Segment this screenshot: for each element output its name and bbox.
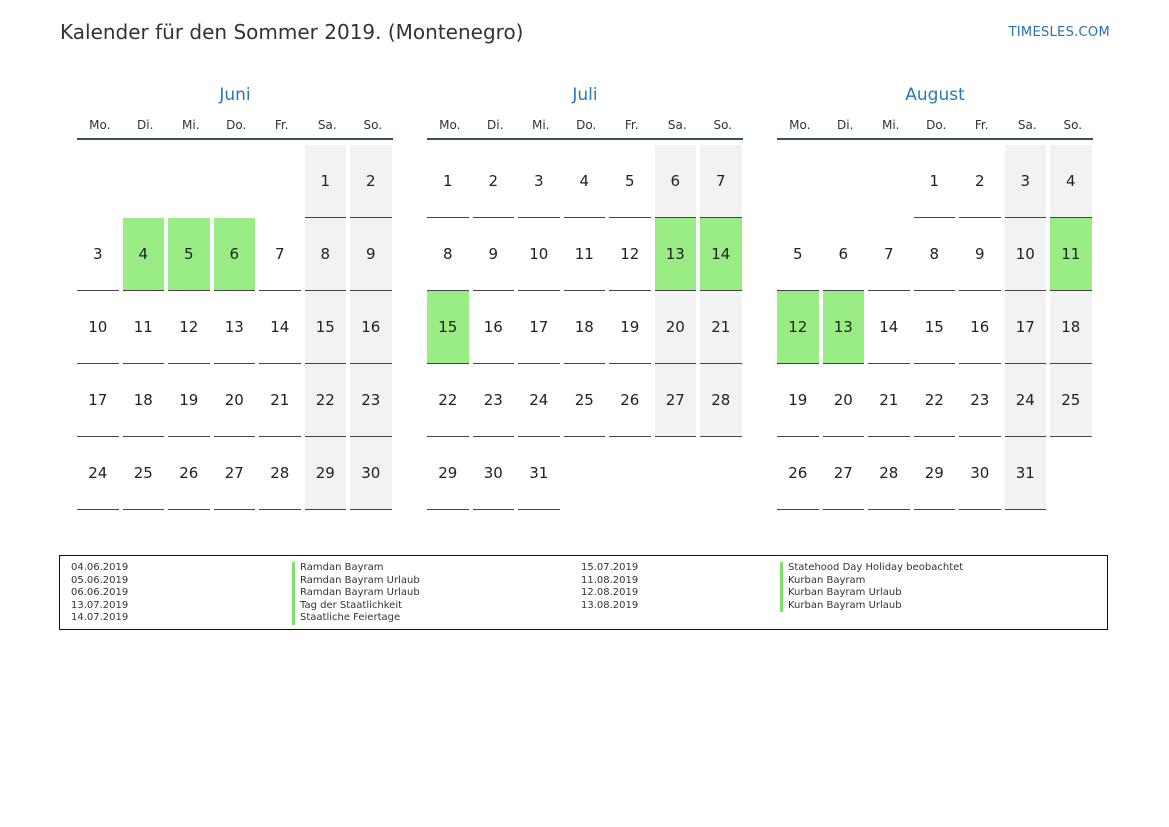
day-number: 31	[518, 437, 560, 510]
day-number: 26	[777, 437, 819, 510]
weekday-label: Mi.	[881, 118, 900, 132]
day-cell	[473, 291, 519, 364]
day-cell	[823, 437, 869, 510]
weekday-label: Di.	[487, 118, 504, 132]
weekday-label: Fr.	[624, 118, 639, 132]
day-number: 3	[77, 218, 119, 291]
day-number: 23	[473, 364, 515, 437]
day-number: 14	[700, 218, 742, 291]
day-number: 29	[914, 437, 956, 510]
empty-day-cell	[868, 145, 914, 218]
holiday-day-cell	[427, 291, 473, 364]
month-august	[777, 82, 1093, 510]
day-number: 25	[564, 364, 606, 437]
day-number: 6	[823, 218, 865, 291]
day-cell	[259, 437, 305, 510]
weekday-label: Mo.	[789, 118, 811, 132]
weekday-label: So.	[363, 118, 383, 132]
day-number: 1	[305, 145, 347, 218]
day-number: 15	[427, 291, 469, 364]
day-number: 20	[655, 291, 697, 364]
legend-date: 11.08.2019	[581, 574, 639, 586]
day-number	[823, 145, 865, 218]
day-number: 11	[564, 218, 606, 291]
day-number: 4	[123, 218, 165, 291]
day-number: 1	[914, 145, 956, 218]
day-cell	[473, 145, 519, 218]
day-cell	[868, 364, 914, 437]
empty-day-cell	[168, 145, 214, 218]
day-cell	[1005, 218, 1051, 291]
day-number	[168, 145, 210, 218]
day-number: 25	[1050, 364, 1092, 437]
day-number: 15	[914, 291, 956, 364]
weekday-label: Sa.	[317, 118, 337, 132]
day-cell	[305, 218, 351, 291]
weekday-label: Do.	[576, 118, 597, 132]
legend-holiday-name: Tag der Staatlichkeit	[292, 600, 420, 613]
day-number: 29	[427, 437, 469, 510]
weekday-label: Fr.	[974, 118, 989, 132]
day-number: 9	[959, 218, 1001, 291]
holiday-day-cell	[168, 218, 214, 291]
day-cell	[1050, 145, 1096, 218]
holiday-legend	[59, 555, 1108, 630]
weekday-header	[77, 112, 393, 140]
day-number: 8	[305, 218, 347, 291]
day-number: 12	[777, 291, 819, 364]
day-number: 18	[564, 291, 606, 364]
day-number: 28	[868, 437, 910, 510]
day-cell	[868, 218, 914, 291]
legend-holiday-name: Ramdan Bayram Urlaub	[292, 587, 420, 600]
day-cell	[518, 291, 564, 364]
weekday-header	[427, 112, 743, 140]
day-cell	[259, 364, 305, 437]
day-cell	[518, 218, 564, 291]
day-cell	[959, 291, 1005, 364]
day-cell	[655, 145, 701, 218]
weekday-label: Fr.	[274, 118, 289, 132]
weekday-label: Mo.	[439, 118, 461, 132]
day-number: 2	[350, 145, 392, 218]
day-cell	[564, 218, 610, 291]
legend-holiday-name: Kurban Bayram Urlaub	[780, 587, 963, 600]
day-cell	[427, 364, 473, 437]
empty-day-cell	[777, 145, 823, 218]
day-cell	[655, 291, 701, 364]
day-cell	[168, 437, 214, 510]
day-cell	[914, 218, 960, 291]
day-number: 12	[609, 218, 651, 291]
legend-holiday-name: Ramdan Bayram	[292, 562, 420, 575]
day-cell	[123, 437, 169, 510]
day-cell	[473, 364, 519, 437]
day-number: 7	[259, 218, 301, 291]
legend-holiday-name: Statehood Day Holiday beobachtet	[780, 562, 963, 575]
day-number: 27	[655, 364, 697, 437]
day-cell	[123, 364, 169, 437]
day-number: 26	[609, 364, 651, 437]
empty-day-cell	[77, 145, 123, 218]
day-number: 22	[427, 364, 469, 437]
day-number: 14	[868, 291, 910, 364]
day-cell	[305, 364, 351, 437]
day-number: 10	[518, 218, 560, 291]
day-number: 22	[914, 364, 956, 437]
month-july	[427, 82, 743, 510]
day-cell	[518, 145, 564, 218]
month-title: Juni	[219, 85, 251, 105]
day-cell	[959, 364, 1005, 437]
day-cell	[427, 437, 473, 510]
day-number: 30	[350, 437, 392, 510]
day-number: 16	[473, 291, 515, 364]
weekday-label: Mo.	[89, 118, 111, 132]
legend-date: 15.07.2019	[581, 562, 639, 573]
day-number: 12	[168, 291, 210, 364]
day-cell	[959, 218, 1005, 291]
day-number: 21	[700, 291, 742, 364]
day-cell	[609, 218, 655, 291]
empty-day-cell	[123, 145, 169, 218]
day-number: 21	[868, 364, 910, 437]
day-cell	[305, 437, 351, 510]
day-cell	[700, 364, 746, 437]
legend-holiday-name: Kurban Bayram Urlaub	[780, 600, 963, 613]
weekday-label: Sa.	[1017, 118, 1037, 132]
holiday-day-cell	[777, 291, 823, 364]
holiday-day-cell	[655, 218, 701, 291]
day-number: 20	[214, 364, 256, 437]
weekday-label: So.	[1063, 118, 1083, 132]
holiday-day-cell	[123, 218, 169, 291]
day-number: 26	[168, 437, 210, 510]
day-cell	[700, 291, 746, 364]
legend-date: 12.08.2019	[581, 587, 639, 598]
legend-names-right	[780, 562, 963, 612]
day-cell	[609, 145, 655, 218]
month-june	[77, 82, 393, 510]
day-number: 11	[1050, 218, 1092, 291]
day-cell	[609, 364, 655, 437]
day-number: 30	[959, 437, 1001, 510]
day-number: 4	[564, 145, 606, 218]
day-grid	[77, 145, 393, 510]
day-cell	[609, 291, 655, 364]
weekday-label: Di.	[137, 118, 154, 132]
day-number: 4	[1050, 145, 1092, 218]
day-number: 2	[473, 145, 515, 218]
day-cell	[655, 364, 701, 437]
day-cell	[914, 437, 960, 510]
day-number: 17	[518, 291, 560, 364]
day-number: 14	[259, 291, 301, 364]
day-cell	[823, 364, 869, 437]
day-cell	[350, 218, 396, 291]
day-number: 28	[259, 437, 301, 510]
day-number: 6	[655, 145, 697, 218]
day-cell	[1050, 291, 1096, 364]
day-cell	[959, 145, 1005, 218]
day-number: 23	[959, 364, 1001, 437]
day-number: 27	[214, 437, 256, 510]
day-number: 8	[427, 218, 469, 291]
day-number: 1	[427, 145, 469, 218]
day-number: 5	[777, 218, 819, 291]
legend-date: 13.07.2019	[71, 599, 129, 611]
day-number	[77, 145, 119, 218]
empty-day-cell	[564, 437, 610, 510]
day-cell	[564, 291, 610, 364]
legend-date: 04.06.2019	[71, 562, 129, 573]
day-number	[214, 145, 256, 218]
day-cell	[700, 145, 746, 218]
empty-day-cell	[214, 145, 260, 218]
day-cell	[518, 364, 564, 437]
day-cell	[259, 218, 305, 291]
day-cell	[473, 218, 519, 291]
day-grid	[427, 145, 743, 510]
empty-day-cell	[655, 437, 701, 510]
day-number: 5	[609, 145, 651, 218]
day-cell	[777, 364, 823, 437]
weekday-header	[777, 112, 1093, 140]
day-cell	[168, 364, 214, 437]
empty-day-cell	[823, 145, 869, 218]
weekday-label: Do.	[226, 118, 247, 132]
day-number: 5	[168, 218, 210, 291]
day-cell	[868, 291, 914, 364]
day-number	[777, 145, 819, 218]
day-number: 18	[1050, 291, 1092, 364]
day-number	[564, 437, 606, 510]
day-cell	[914, 291, 960, 364]
day-cell	[914, 145, 960, 218]
empty-day-cell	[700, 437, 746, 510]
day-number: 23	[350, 364, 392, 437]
empty-day-cell	[259, 145, 305, 218]
day-number: 15	[305, 291, 347, 364]
day-cell	[564, 145, 610, 218]
day-number: 17	[77, 364, 119, 437]
day-number: 13	[823, 291, 865, 364]
month-title: Juli	[572, 85, 598, 105]
day-cell	[305, 291, 351, 364]
month-title: August	[905, 85, 965, 105]
brand-link[interactable]: TIMESLES.COM	[1008, 25, 1110, 40]
day-number: 3	[1005, 145, 1047, 218]
day-number: 16	[959, 291, 1001, 364]
day-cell	[427, 218, 473, 291]
day-cell	[168, 291, 214, 364]
legend-holiday-name: Ramdan Bayram Urlaub	[292, 575, 420, 588]
day-number: 24	[518, 364, 560, 437]
legend-holiday-name: Kurban Bayram	[780, 575, 963, 588]
day-cell	[777, 218, 823, 291]
day-number: 27	[823, 437, 865, 510]
day-cell	[77, 437, 123, 510]
legend-date: 06.06.2019	[71, 587, 129, 598]
day-cell	[914, 364, 960, 437]
day-number	[123, 145, 165, 218]
day-cell	[518, 437, 564, 510]
day-number: 10	[1005, 218, 1047, 291]
day-number: 13	[214, 291, 256, 364]
day-cell	[305, 145, 351, 218]
day-number: 30	[473, 437, 515, 510]
legend-date: 05.06.2019	[71, 574, 129, 586]
day-cell	[823, 218, 869, 291]
day-number	[259, 145, 301, 218]
day-cell	[123, 291, 169, 364]
day-number: 19	[777, 364, 819, 437]
day-cell	[868, 437, 914, 510]
legend-names-left	[292, 562, 420, 625]
day-cell	[350, 364, 396, 437]
day-number	[655, 437, 697, 510]
page-title: Kalender für den Sommer 2019. (Montenegro)	[60, 20, 524, 44]
day-number: 6	[214, 218, 256, 291]
day-cell	[1005, 364, 1051, 437]
legend-holiday-name: Staatliche Feiertage	[292, 612, 420, 625]
day-number: 19	[168, 364, 210, 437]
day-cell	[959, 437, 1005, 510]
day-cell	[77, 364, 123, 437]
day-number: 19	[609, 291, 651, 364]
day-cell	[350, 145, 396, 218]
legend-date: 13.08.2019	[581, 599, 639, 611]
day-number	[700, 437, 742, 510]
day-cell	[77, 218, 123, 291]
weekday-label: Do.	[926, 118, 947, 132]
day-cell	[777, 437, 823, 510]
day-cell	[1005, 291, 1051, 364]
day-number: 25	[123, 437, 165, 510]
holiday-day-cell	[823, 291, 869, 364]
day-number: 17	[1005, 291, 1047, 364]
day-number: 22	[305, 364, 347, 437]
day-cell	[427, 145, 473, 218]
empty-day-cell	[1050, 437, 1096, 510]
day-number	[609, 437, 651, 510]
weekday-label: Mi.	[531, 118, 550, 132]
day-cell	[214, 364, 260, 437]
weekday-label: Mi.	[181, 118, 200, 132]
holiday-day-cell	[1050, 218, 1096, 291]
day-grid	[777, 145, 1093, 510]
day-number: 9	[350, 218, 392, 291]
day-cell	[77, 291, 123, 364]
day-number: 21	[259, 364, 301, 437]
day-cell	[214, 437, 260, 510]
day-cell	[350, 437, 396, 510]
holiday-day-cell	[214, 218, 260, 291]
day-number	[868, 145, 910, 218]
day-number: 31	[1005, 437, 1047, 510]
day-number: 8	[914, 218, 956, 291]
day-number: 9	[473, 218, 515, 291]
day-number	[1050, 437, 1092, 510]
day-cell	[1050, 364, 1096, 437]
day-cell	[259, 291, 305, 364]
day-number: 16	[350, 291, 392, 364]
holiday-day-cell	[700, 218, 746, 291]
day-number: 11	[123, 291, 165, 364]
day-cell	[350, 291, 396, 364]
legend-dates-left	[71, 562, 128, 625]
day-number: 20	[823, 364, 865, 437]
day-cell	[564, 364, 610, 437]
legend-dates-right	[581, 562, 638, 612]
day-number: 7	[700, 145, 742, 218]
day-number: 13	[655, 218, 697, 291]
day-number: 29	[305, 437, 347, 510]
weekday-label: So.	[713, 118, 733, 132]
day-number: 3	[518, 145, 560, 218]
day-number: 24	[77, 437, 119, 510]
day-cell	[1005, 437, 1051, 510]
day-number: 24	[1005, 364, 1047, 437]
empty-day-cell	[609, 437, 655, 510]
weekday-label: Di.	[837, 118, 854, 132]
day-number: 10	[77, 291, 119, 364]
day-cell	[1005, 145, 1051, 218]
day-cell	[473, 437, 519, 510]
day-number: 7	[868, 218, 910, 291]
day-number: 28	[700, 364, 742, 437]
weekday-label: Sa.	[667, 118, 687, 132]
day-number: 2	[959, 145, 1001, 218]
legend-date: 14.07.2019	[71, 612, 129, 623]
day-cell	[214, 291, 260, 364]
day-number: 18	[123, 364, 165, 437]
